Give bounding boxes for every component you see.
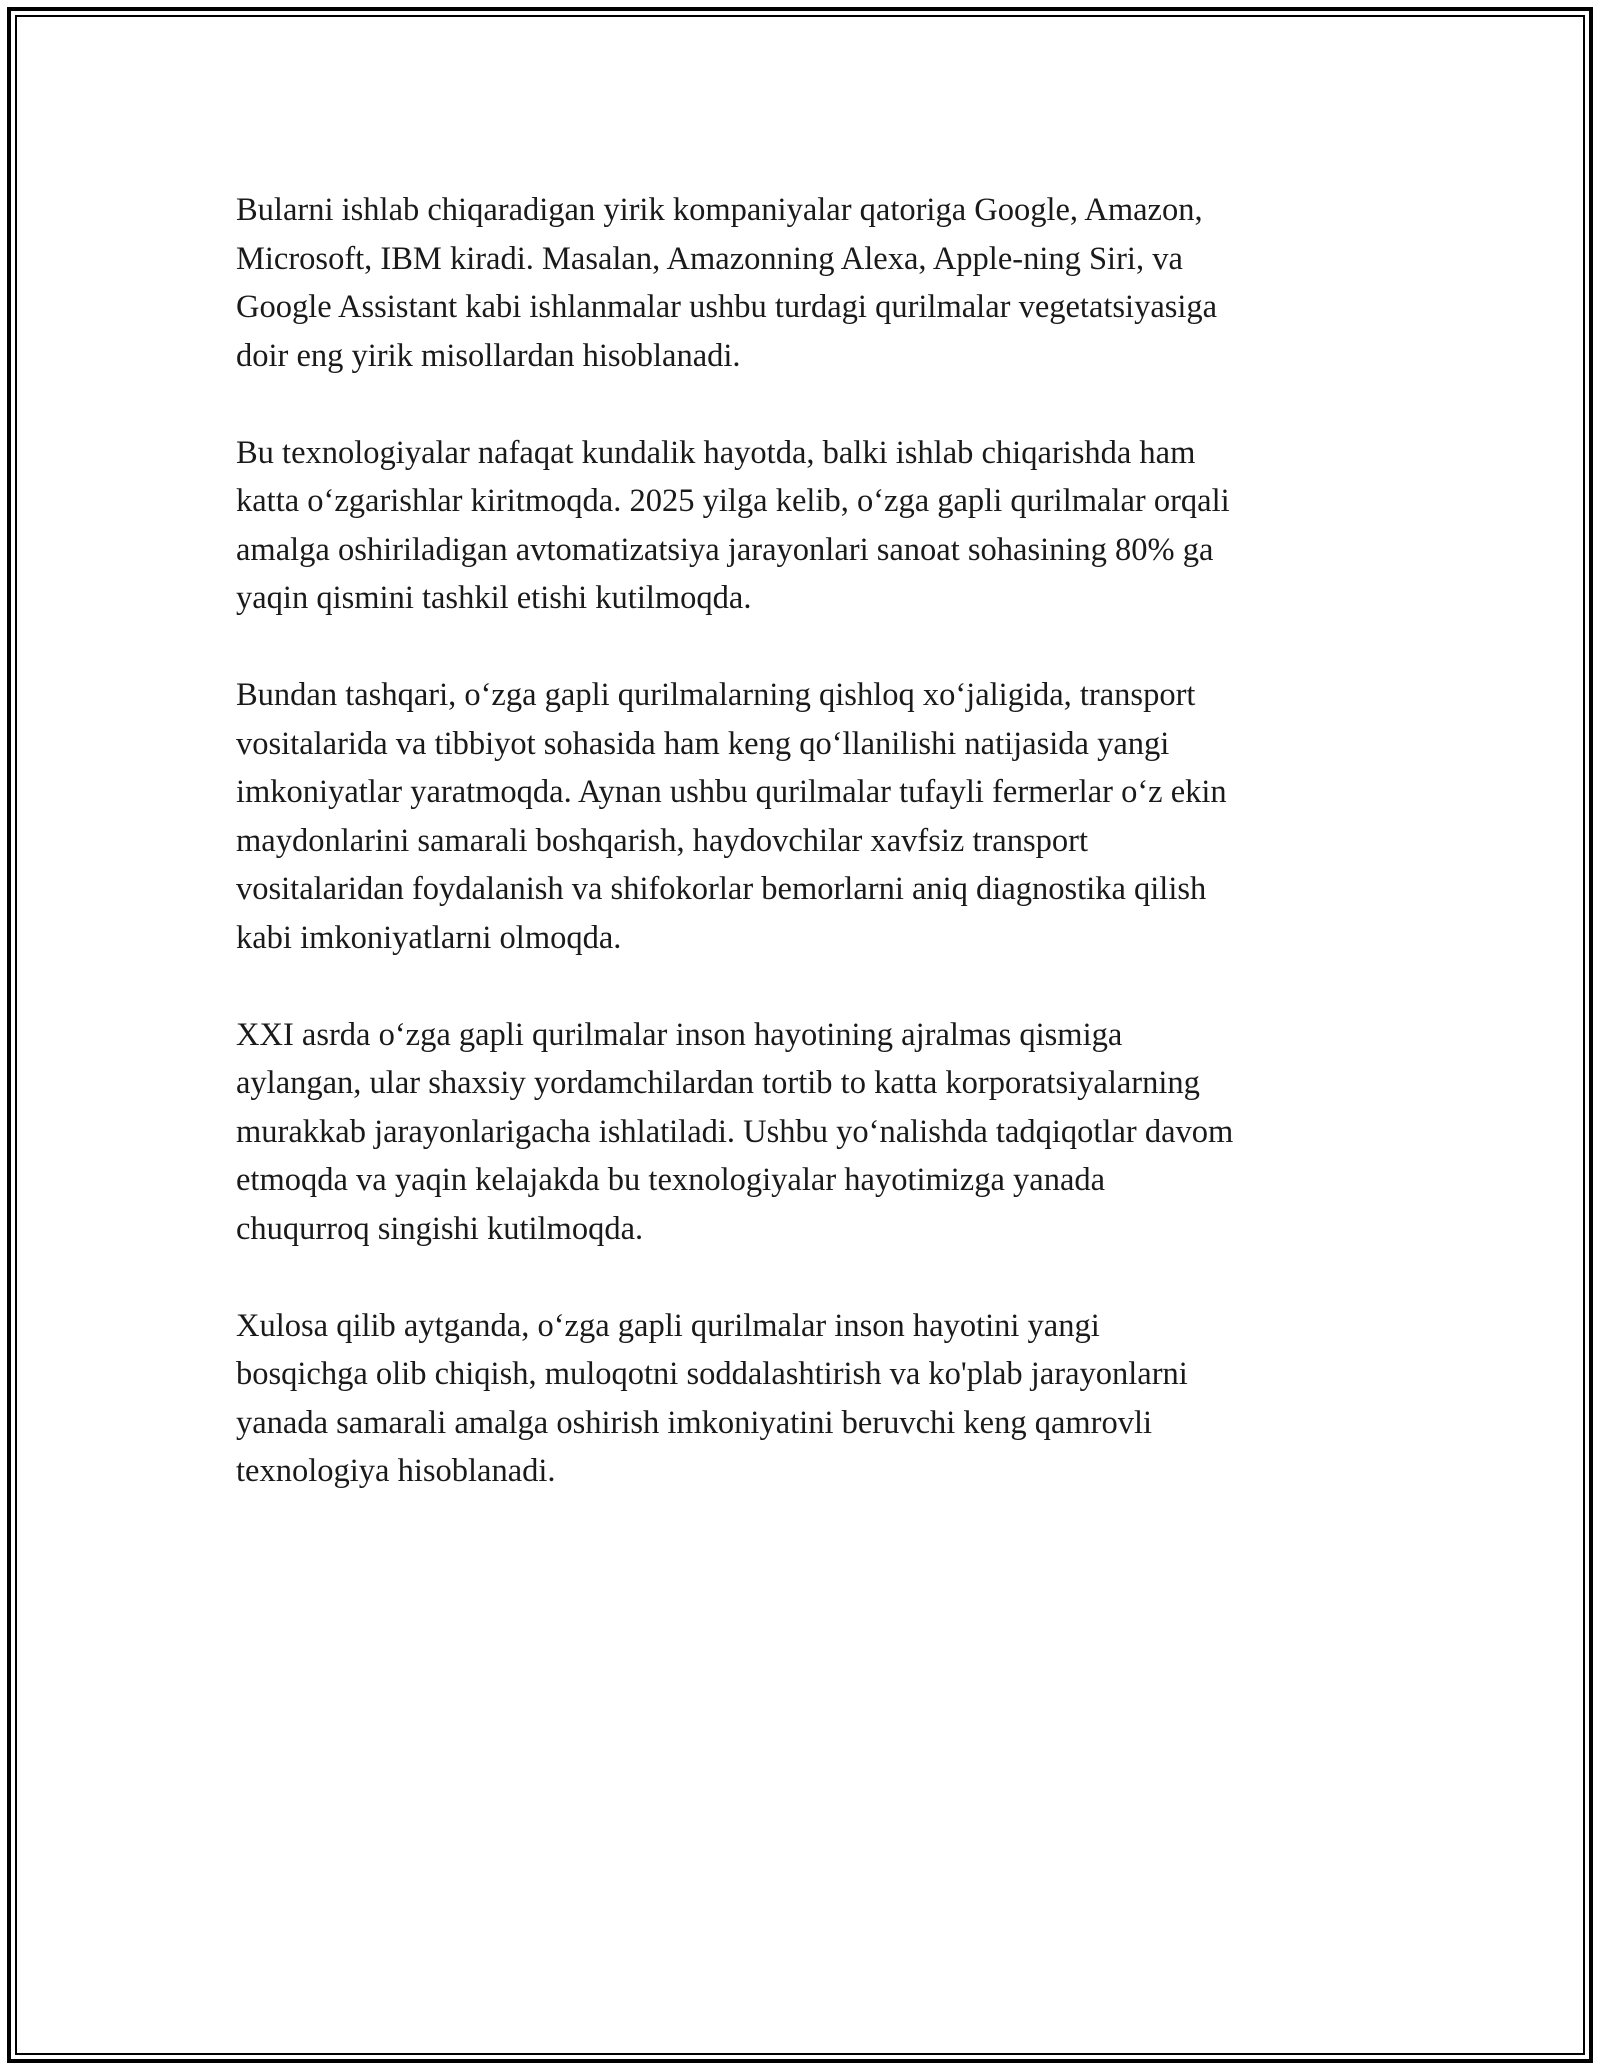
paragraph-21st-century: XXI asrda o‘zga gapli qurilmalar inson hayotining ajralmas qismiga aylangan, ular shaxsiy yordamchilardan tortib to katta korporatsiyalarning murakkab jarayonlarigacha ishlatiladi. Ushbu yo‘nalishda tadqiqotlar davom etmoqda va yaqin kelajakda bu texnologiyalar hayotimizga yanada chuqurroq singishi kutilmoqda. — [236, 1016, 1234, 1247]
paragraph-applications: Bundan tashqari, o‘zga gapli qurilmalarning qishloq xo‘jaligida, transport vositalarida va tibbiyot sohasida ham keng qo‘llanilishi natijasida yangi imkoniyatlar yaratmoqda. Aynan ushbu qurilmalar tufayli fermerlar o‘z ekin maydonlarini samarali boshqarish, haydovchilar xavfsiz transport vositalaridan foydalanish va shifokorlar bemorlarni aniq diagnostika qilish kabi imkoniyatlarni olmoqda. — [236, 677, 1227, 956]
paragraph-companies: Bularni ishlab chiqaradigan yirik kompaniyalar qatoriga Google, Amazon, Microsoft, IBM kiradi. Masalan, Amazonning Alexa, Apple-ning Siri, va Google Assistant kabi ishlanmalar ushbu turdagi qurilmalar vegetatsiyasiga doir eng yirik misollardan hisoblanadi. — [236, 192, 1218, 374]
document-body — [236, 186, 1386, 1544]
paragraph-industry: Bu texnologiyalar nafaqat kundalik hayotda, balki ishlab chiqarishda ham katta o‘zgarishlar kiritmoqda. 2025 yilga kelib, o‘zga gapli qurilmalar orqali amalga oshiriladigan avtomatizatsiya jarayonlari sanoat sohasining 80% ga yaqin qismini tashkil etishi kutilmoqda. — [236, 434, 1230, 616]
paragraph-conclusion: Xulosa qilib aytganda, o‘zga gapli qurilmalar inson hayotini yangi bosqichga olib chiqish, muloqotni soddalashtirish va ko'plab jarayonlarni yanada samarali amalga oshirish imkoniyatini beruvchi keng qamrovli texnologiya hisoblanadi. — [236, 1307, 1188, 1489]
